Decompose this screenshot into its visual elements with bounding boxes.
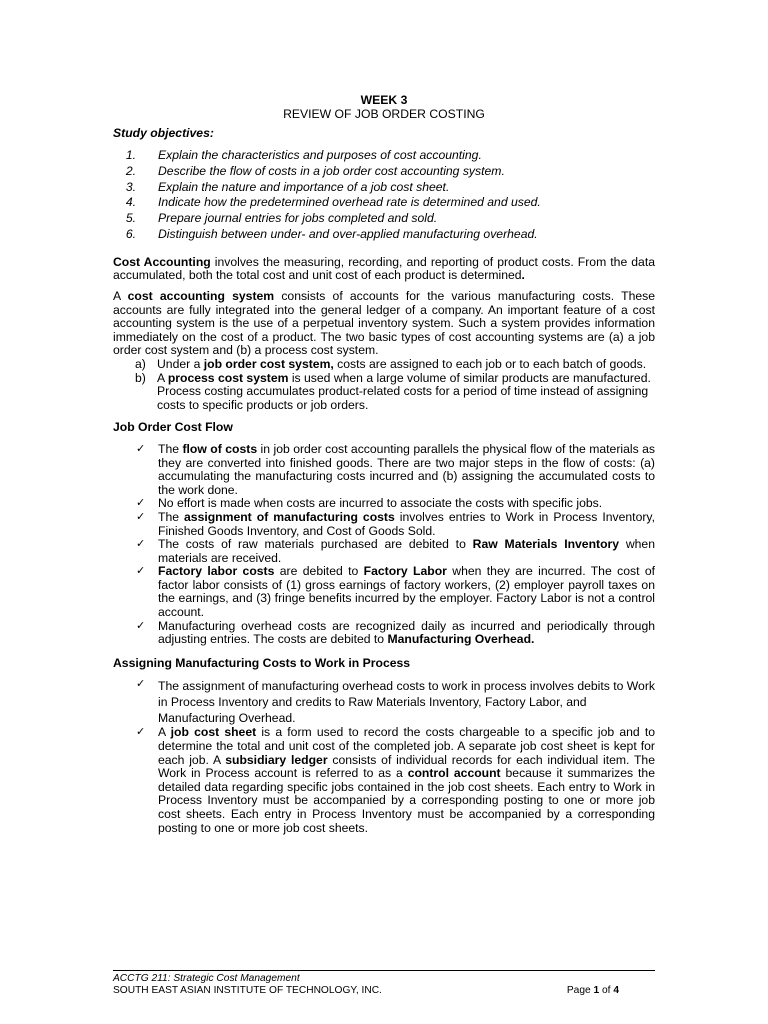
cost-flow-list — [113, 443, 655, 647]
cost-flow-item — [113, 443, 655, 497]
item-text — [158, 620, 655, 647]
text-segment: are debited to — [274, 564, 364, 579]
page-content — [113, 94, 655, 845]
objective-text: Explain the characteristics and purposes of cost accounting. — [158, 147, 482, 162]
item-label: b) — [135, 370, 146, 385]
text-segment: The — [158, 441, 183, 456]
item-text — [158, 443, 655, 497]
process-cost-term: process cost system — [167, 370, 289, 385]
assigning-costs-heading: Assigning Manufacturing Costs to Work in Process — [113, 655, 411, 670]
item-text — [157, 372, 655, 413]
objective-item — [113, 165, 655, 179]
institution-name: SOUTH EAST ASIAN INSTITUTE OF TECHNOLOGY, INC. — [113, 985, 382, 996]
checkmark-icon: ✓ — [136, 510, 146, 523]
week-title: WEEK 3 — [360, 93, 408, 107]
page-indicator — [567, 985, 655, 997]
cost-flow-item — [113, 511, 655, 538]
system-type-item — [113, 358, 655, 372]
objective-text: Distinguish between under- and over-applied manufacturing overhead. — [158, 227, 538, 242]
objective-item — [113, 228, 655, 242]
assigning-item — [113, 678, 655, 726]
bold-term: Manufacturing Overhead. — [387, 632, 535, 647]
objectives-heading: Study objectives: — [113, 126, 214, 141]
document-subtitle: REVIEW OF JOB ORDER COSTING — [283, 106, 485, 121]
text-segment: Manufacturing overhead costs are recognized daily as incurred and periodically through adjusting entries. The costs are debited to — [158, 618, 655, 647]
item-text — [158, 511, 655, 538]
text-segment: A — [157, 370, 168, 385]
cost-accounting-paragraph — [113, 256, 655, 283]
cost-flow-item — [113, 538, 655, 565]
job-order-term: job order cost system, — [203, 356, 334, 371]
objective-number: 2. — [125, 163, 136, 178]
item-label: a) — [135, 356, 146, 371]
paragraph-text: involves the measuring, recording, and reporting of product costs. From the data accumulated, both the total cost and unit cost of each product is determined — [113, 254, 655, 283]
objective-text: Prepare journal entries for jobs completed and sold. — [158, 211, 438, 226]
text-segment: is used when a large volume of similar products are manufactured. Process costing accumulates product-related costs for a period of time instead of assigning costs to specific products or job orders. — [157, 370, 651, 412]
item-text — [158, 538, 655, 565]
text-segment: Under a — [157, 356, 204, 371]
bold-term: Factory Labor — [363, 564, 447, 579]
objective-text: Explain the nature and importance of a job cost sheet. — [158, 179, 450, 194]
text-segment: No effort is made when costs are incurred to associate the costs with specific jobs. — [158, 496, 603, 511]
objectives-list — [113, 149, 655, 242]
item-text: The assignment of manufacturing overhead costs to work in process involves debits to Work in Process Inventory and credits to Raw Materials Inventory, Factory Labor, and Manufacturing Overhead. — [158, 679, 655, 726]
text-segment: The costs of raw materials purchased are debited to — [158, 537, 473, 552]
footer-row — [113, 985, 655, 997]
checkmark-icon: ✓ — [136, 619, 146, 632]
objective-number: 3. — [125, 179, 136, 194]
objective-item — [113, 149, 655, 163]
page-of: of — [599, 985, 614, 996]
objective-text: Describe the flow of costs in a job order cost accounting system. — [158, 163, 505, 178]
text-segment: when materials are received. — [158, 537, 655, 565]
page-total: 4 — [613, 985, 619, 996]
text-segment: consists of individual records for each individual item. The Work in Process account is referred to as a — [158, 752, 655, 781]
page-current: 1 — [593, 985, 600, 996]
checkmark-icon: ✓ — [136, 678, 146, 691]
checkmark-icon: ✓ — [136, 497, 146, 510]
text-segment: because it summarizes the detailed data regarding specific jobs contained in the job cost sheets. Each entry to Work in Process Inventory must be accompanied by a corresponding posting to one or more job cost sheets. Each entry in Process Inventory must be accompanied by a corresponding posting to one or more job cost sheets. — [158, 766, 655, 835]
bold-term: Factory labor costs — [158, 564, 275, 579]
bold-term: Raw Materials Inventory — [472, 537, 620, 552]
text-segment: costs are assigned to each job or to each batch of goods. — [333, 356, 647, 371]
checkmark-icon: ✓ — [136, 538, 146, 551]
assigning-costs-list — [113, 678, 655, 835]
objective-item — [113, 212, 655, 226]
bold-term: flow of costs — [182, 441, 258, 456]
system-type-item — [113, 372, 655, 413]
cost-flow-item — [113, 497, 655, 511]
text-segment: A — [158, 725, 171, 740]
course-name: ACCTG 211: Strategic Cost Management — [113, 973, 300, 984]
bold-term: assignment of manufacturing costs — [184, 509, 395, 524]
cost-accounting-term: Cost Accounting — [113, 254, 211, 269]
cost-accounting-system-paragraph — [113, 290, 655, 358]
text-segment: The — [158, 509, 185, 524]
item-text — [157, 358, 655, 372]
objective-number: 5. — [125, 211, 136, 226]
objective-number: 6. — [125, 227, 136, 242]
text-segment: involves entries to Work in Process Inventory, Finished Goods Inventory, and Cost of Goods Sold. — [158, 509, 655, 538]
objective-item — [113, 181, 655, 195]
item-text — [158, 565, 655, 619]
paragraph-text: A — [113, 289, 128, 304]
cost-flow-item — [113, 565, 655, 619]
text-segment: when they are incurred. The cost of factor labor consists of (1) gross earnings of factory workers, (2) employer payroll taxes on the earnings, and (3) fringe benefits incurred by the employer. Factory Labor is not a control account. — [158, 564, 655, 620]
cost-accounting-system-term: cost accounting system — [127, 289, 275, 304]
checkmark-icon: ✓ — [136, 442, 146, 455]
bold-term: job cost sheet — [170, 725, 257, 740]
objective-text: Indicate how the predetermined overhead rate is determined and used. — [158, 195, 541, 210]
page-footer — [113, 970, 655, 997]
checkmark-icon: ✓ — [136, 726, 146, 739]
bold-term: control account — [407, 766, 501, 781]
objective-item — [113, 196, 655, 210]
checkmark-icon: ✓ — [136, 565, 146, 578]
bold-term: subsidiary ledger — [225, 752, 328, 767]
system-types-list — [113, 358, 655, 412]
objective-number: 1. — [125, 147, 136, 162]
objective-number: 4. — [125, 195, 136, 210]
paragraph-end: . — [521, 268, 525, 283]
item-text — [158, 726, 655, 835]
text-segment: in job order cost accounting parallels the physical flow of the materials as they are converted into finished goods. There are two major steps in the flow of costs: (a) accumulating the manufacturing costs incurred and (b) assigning the accumulated costs to the work done. — [158, 441, 655, 497]
cost-flow-item — [113, 620, 655, 647]
job-order-cost-flow-heading: Job Order Cost Flow — [113, 420, 233, 435]
item-text — [158, 497, 655, 511]
paragraph-text: consists of accounts for the various manufacturing costs. These accounts are fully integrated into the general ledger of a company. An important feature of a cost accounting system is the use of a perpetual inventory system. Such a system provides information immediately on the cost of a product. The two basic types of cost accounting systems are (a) a job order cost system and (b) a process cost system. — [113, 289, 656, 358]
page-prefix: Page — [566, 985, 594, 996]
text-segment: is a form used to record the costs chargeable to a specific job and to determine the total and unit cost of the completed job. A separate job cost sheet is kept for each job. A — [158, 725, 655, 767]
assigning-item — [113, 726, 655, 835]
